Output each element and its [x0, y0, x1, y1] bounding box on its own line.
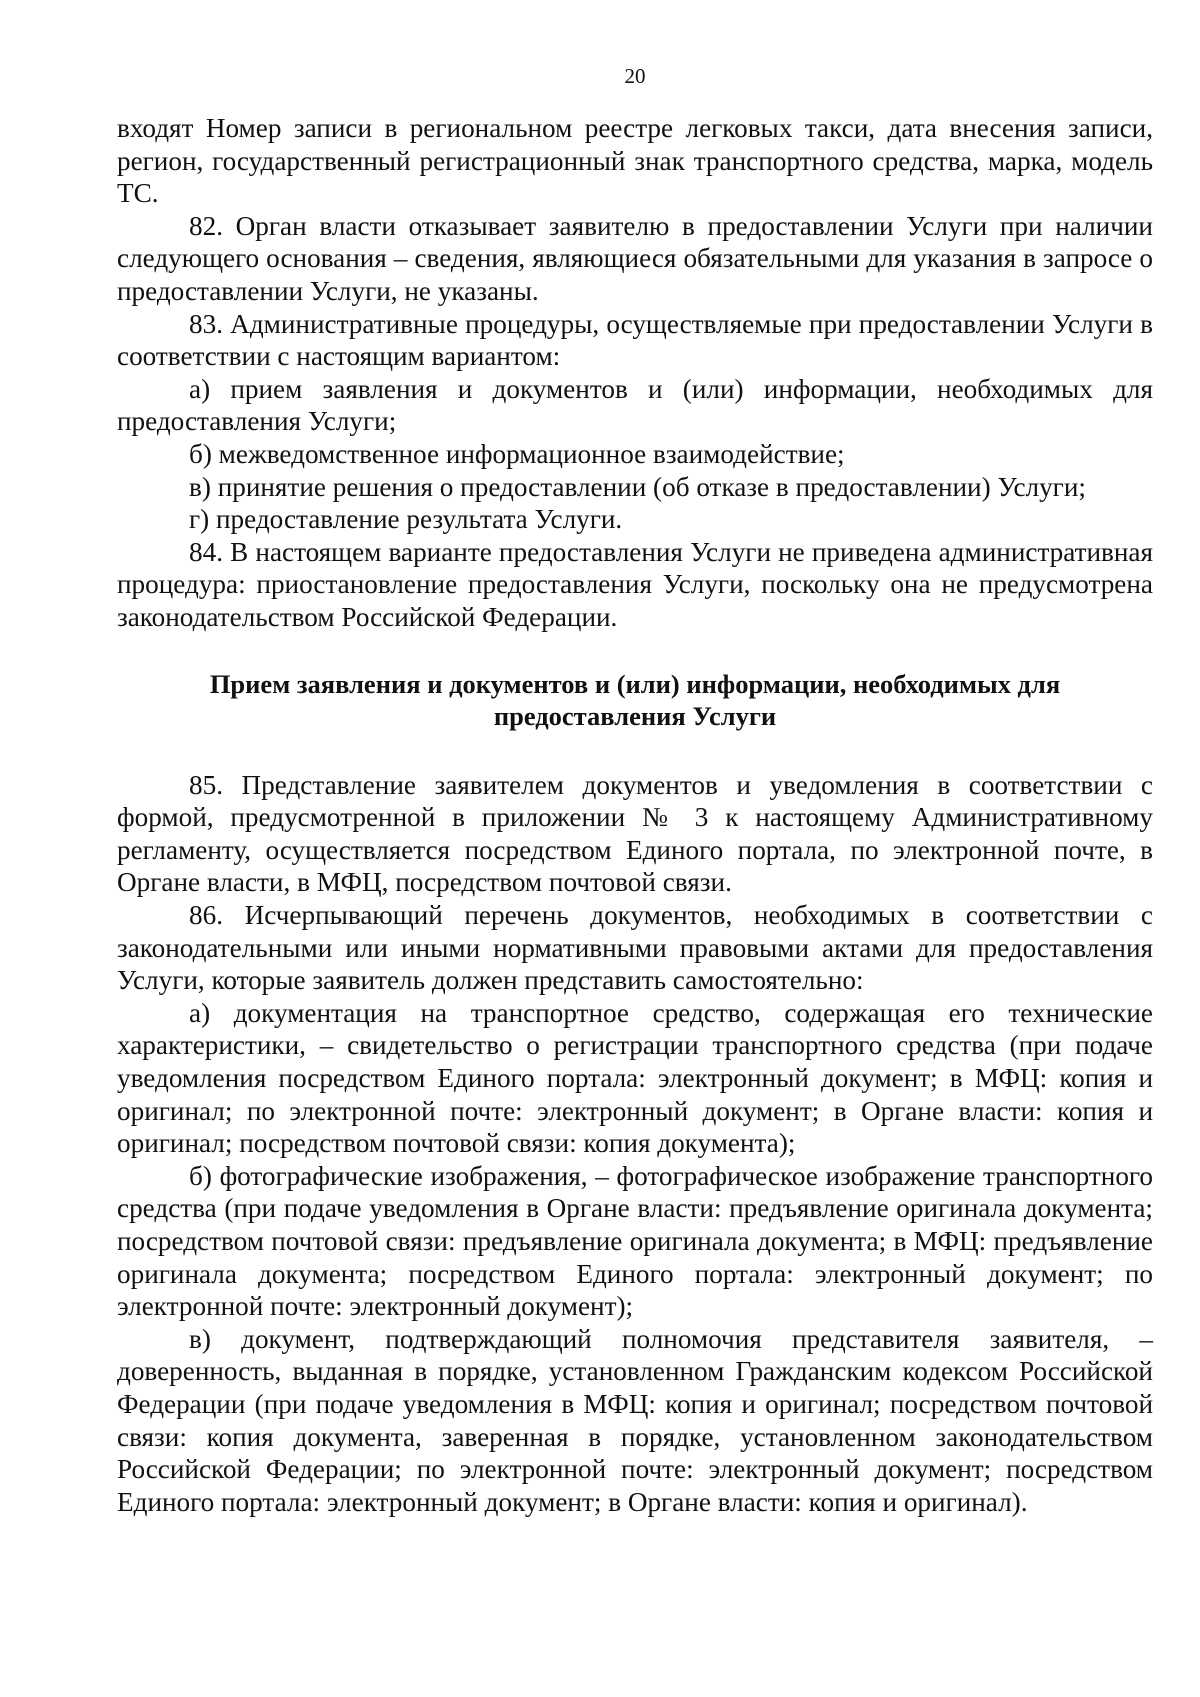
list-item-83g: г) предоставление результата Услуги. [189, 504, 623, 535]
list-item-83v: в) принятие решения о предоставлении (об отказе в предоставлении) Услуги; [189, 471, 1086, 502]
paragraph-82: 82. Орган власти отказывает заявителю в предоставлении Услуги при наличии следующего основания – сведения, являющиеся обязательными для указания в запросе о предоставлении Услуги, не указаны. [117, 210, 1153, 306]
list-item-86v: в) документ, подтверждающий полномочия представителя заявителя, – доверенность, выданная в порядке, установленном Гражданским кодексом Российской Федерации (при подаче уведомления в МФЦ: копия и оригинал; посредством почтовой связи: копия документа, заверенная в порядке, установленном законодательством Российской Федерации; по электронной почте: электронный документ; посредством Единого портала: электронный документ; в Органе власти: копия и оригинал). [117, 1323, 1153, 1517]
section-heading: Прием заявления и документов и (или) информации, необходимых для предоставления Услуги [209, 668, 1061, 732]
document-page [117, 64, 1153, 1518]
page-number: 20 [624, 64, 646, 88]
paragraph-85: 85. Представление заявителем документов и уведомления в соответствии с формой, предусмотренной в приложении № 3 к настоящему Административному регламенту, осуществляется посредством Единого портала, по электронной почте, в Органе власти, в МФЦ, посредством почтовой связи. [117, 769, 1153, 898]
list-item-86b: б) фотографические изображения, – фотографическое изображение транспортного средства (при подаче уведомления в Органе власти: предъявление оригинала документа; посредством почтовой связи: предъявление оригинала документа; в МФЦ: предъявление оригинала документа; посредством Единого портала: электронный документ; по электронной почте: электронный документ); [117, 1160, 1153, 1322]
list-item-86a: а) документация на транспортное средство, содержащая его технические характеристики, – свидетельство о регистрации транспортного средства (при подаче уведомления посредством Единого портала: электронный документ; в МФЦ: копия и оригинал; по электронной почте: электронный документ; в Органе власти: копия и оригинал; посредством почтовой связи: копия документа); [117, 997, 1153, 1159]
paragraph-84: 84. В настоящем варианте предоставления Услуги не приведена административная процедура: приостановление предоставления Услуги, поскольку она не предусмотрена законодательством Российской Федерации. [117, 536, 1153, 632]
paragraph-continuation: входят Номер записи в региональном реестре легковых такси, дата внесения записи, регион, государственный регистрационный знак транспортного средства, марка, модель ТС. [117, 113, 1153, 209]
paragraph-83: 83. Административные процедуры, осуществляемые при предоставлении Услуги в соответствии с настоящим вариантом: [117, 308, 1153, 372]
list-item-83b: б) межведомственное информационное взаимодействие; [189, 438, 845, 469]
list-item-83a: а) прием заявления и документов и (или) информации, необходимых для предоставления Услуги; [117, 373, 1153, 437]
paragraph-86: 86. Исчерпывающий перечень документов, необходимых в соответствии с законодательными или иными нормативными правовыми актами для предоставления Услуги, которые заявитель должен представить самостоятельно: [117, 900, 1153, 996]
